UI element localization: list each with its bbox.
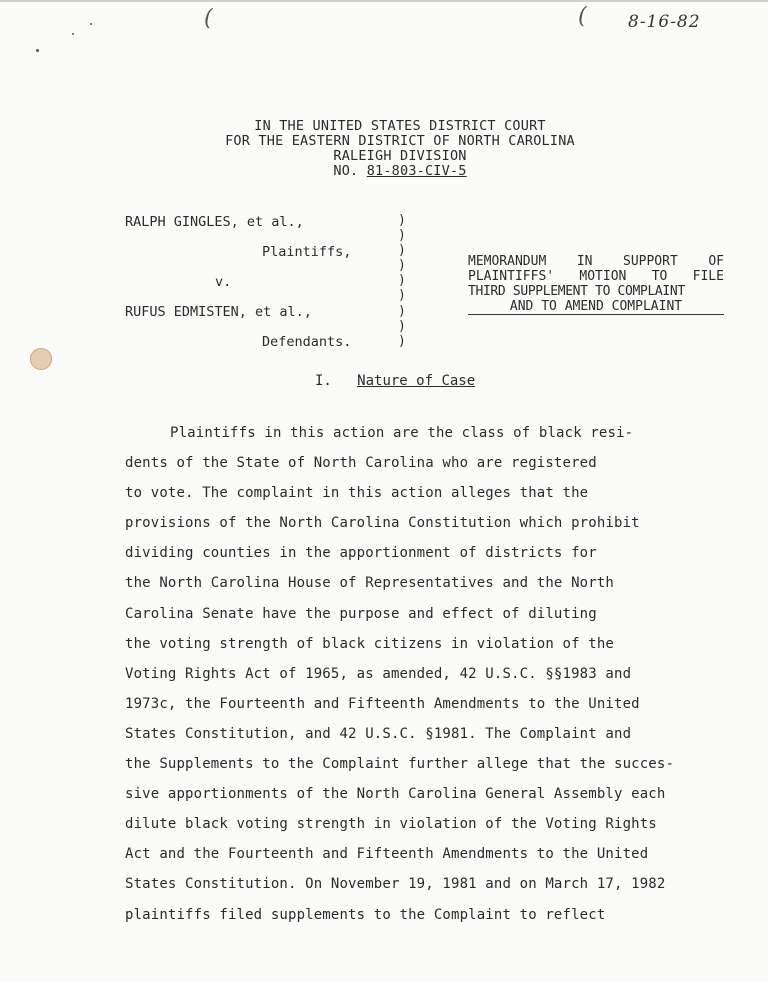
section-title: Nature of Case	[357, 373, 476, 389]
court-district: FOR THE EASTERN DISTRICT OF NORTH CAROLINA	[225, 133, 575, 149]
court-division: RALEIGH DIVISION	[333, 148, 467, 164]
memo-word: TO	[651, 269, 668, 284]
body-line: dents of the State of North Carolina who are registered	[125, 455, 597, 472]
body-line: dividing counties in the apportionment of districts for	[125, 545, 597, 562]
body-line: Voting Rights Act of 1965, as amended, 42 U.S.C. §§1983 and	[125, 665, 632, 682]
plaintiff-role: Plaintiffs,	[262, 244, 352, 260]
handwritten-paren-left: (	[204, 6, 213, 31]
memo-word: IN	[576, 254, 593, 269]
caption-parentheses	[398, 213, 406, 349]
body-line: Plaintiffs in this action are the class of black resi-	[170, 425, 634, 441]
caption-paren: )	[398, 273, 406, 289]
caption-paren: )	[398, 333, 406, 349]
page-top-edge	[0, 0, 768, 2]
scan-speck	[36, 49, 39, 52]
body-line: 1973c, the Fourteenth and Fifteenth Amendments to the United	[125, 695, 640, 712]
caption-paren: )	[398, 228, 406, 244]
body-paragraph	[125, 418, 725, 930]
memo-title-line-4: AND TO AMEND COMPLAINT	[468, 299, 724, 315]
body-line: Act and the Fourteenth and Fifteenth Amendments to the United	[125, 846, 649, 863]
caption-paren: )	[398, 258, 406, 274]
case-number: 81-803-CIV-5	[366, 163, 467, 179]
scan-speck	[90, 23, 92, 25]
versus: v.	[215, 274, 232, 290]
body-line: to vote. The complaint in this action alleges that the	[125, 485, 589, 502]
memo-word: MEMORANDUM	[468, 254, 547, 269]
caption-paren: )	[398, 288, 406, 304]
handwritten-date: 8-16-82	[628, 12, 701, 32]
defendant-role: Defendants.	[262, 334, 352, 350]
handwritten-paren-right: (	[578, 4, 587, 29]
caption-paren: )	[398, 303, 406, 319]
caption-paren: )	[398, 243, 406, 259]
case-number-prefix: NO.	[333, 163, 359, 179]
punch-hole	[30, 348, 52, 370]
body-line: the voting strength of black citizens in violation of the	[125, 635, 614, 652]
memo-word: PLAINTIFFS'	[468, 269, 555, 284]
body-line: sive apportionments of the North Carolina General Assembly each	[125, 786, 666, 803]
court-heading	[160, 119, 640, 179]
caption-paren: )	[398, 318, 406, 334]
memo-title-line-1	[468, 254, 724, 269]
body-line: the North Carolina House of Representatives and the North	[125, 575, 614, 592]
caption-paren: )	[398, 213, 406, 228]
memo-word: SUPPORT	[623, 254, 678, 269]
section-number: I.	[315, 373, 332, 389]
scan-speck	[72, 33, 74, 35]
court-name: IN THE UNITED STATES DISTRICT COURT	[254, 118, 546, 134]
body-line: the Supplements to the Complaint further allege that the succes-	[125, 756, 675, 773]
case-number-line	[160, 164, 640, 179]
plaintiff-name: RALPH GINGLES, et al.,	[125, 214, 304, 230]
body-line: provisions of the North Carolina Constitution which prohibit	[125, 515, 640, 532]
body-line: States Constitution. On November 19, 1981 and on March 17, 1982	[125, 876, 666, 893]
memo-word: OF	[708, 254, 724, 269]
memo-title-line-2	[468, 269, 724, 284]
memo-word: FILE	[692, 269, 724, 284]
defendant-name: RUFUS EDMISTEN, et al.,	[125, 304, 312, 320]
memo-word: MOTION	[579, 269, 627, 284]
body-line: dilute black voting strength in violation of the Voting Rights	[125, 816, 657, 833]
body-line: States Constitution, and 42 U.S.C. §1981. The Complaint and	[125, 725, 632, 742]
memo-title-line-3: THIRD SUPPLEMENT TO COMPLAINT	[468, 284, 685, 299]
body-line: Carolina Senate have the purpose and effect of diluting	[125, 605, 597, 622]
body-line: plaintiffs filed supplements to the Complaint to reflect	[125, 906, 606, 923]
memorandum-title	[468, 254, 724, 315]
section-heading	[315, 373, 475, 389]
